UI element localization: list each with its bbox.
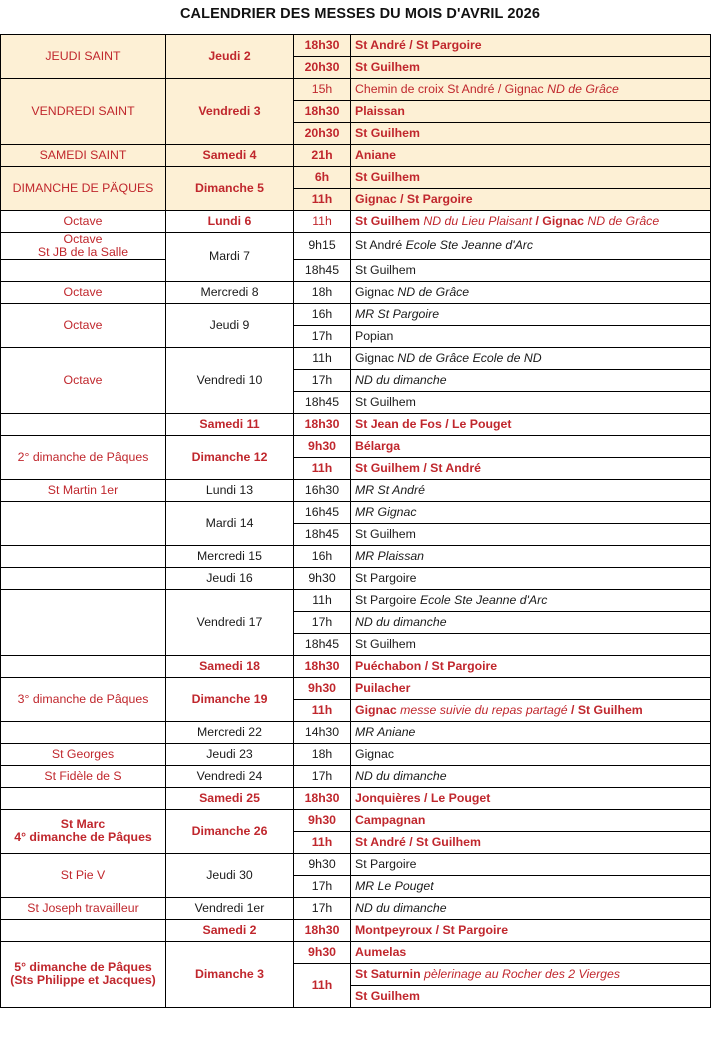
time-cell: 11h [294, 589, 351, 611]
place-note: ND de Grâce [397, 284, 470, 299]
season-label-spacer [1, 259, 166, 281]
place-note-2: ND de Grâce [587, 214, 660, 229]
day-cell: Dimanche 12 [166, 435, 294, 479]
time-cell: 15h [294, 79, 351, 101]
time-cell: 18h45 [294, 633, 351, 655]
place-text: Gignac [355, 350, 398, 365]
time-cell: 9h15 [294, 233, 351, 260]
day-cell: Jeudi 2 [166, 35, 294, 79]
day-cell: Jeudi 9 [166, 303, 294, 347]
time-cell: 6h [294, 167, 351, 189]
season-label-4e-dimanche [1, 809, 166, 853]
day-cell: Vendredi 17 [166, 589, 294, 655]
time-cell: 18h30 [294, 35, 351, 57]
table-row [1, 743, 711, 765]
season-label-samedi-saint: SAMEDI SAINT [1, 145, 166, 167]
place-cell [351, 589, 711, 611]
day-cell: Lundi 6 [166, 211, 294, 233]
place-note: ND du Lieu Plaisant [423, 214, 533, 229]
place-cell: St Jean de Fos / Le Pouget [351, 413, 711, 435]
time-cell: 11h [294, 831, 351, 853]
place-note: pèlerinage au Rocher des 2 Vierges [424, 966, 620, 981]
season-label-spacer [1, 721, 166, 743]
place-cell: Gignac [351, 743, 711, 765]
day-cell: Mercredi 22 [166, 721, 294, 743]
time-cell: 17h [294, 369, 351, 391]
time-cell: 18h45 [294, 391, 351, 413]
season-label-octave: Octave [1, 347, 166, 413]
place-cell [351, 281, 711, 303]
time-cell: 11h [294, 189, 351, 211]
time-cell: 14h30 [294, 721, 351, 743]
time-cell: 18h30 [294, 787, 351, 809]
table-row [1, 919, 711, 941]
place-cell: MR Gignac [351, 501, 711, 523]
time-cell: 16h [294, 303, 351, 325]
place-cell: St Guilhem [351, 523, 711, 545]
place-cell: Jonquières / Le Pouget [351, 787, 711, 809]
place-cell: Plaissan [351, 101, 711, 123]
time-cell: 9h30 [294, 809, 351, 831]
day-cell: Samedi 2 [166, 919, 294, 941]
place-note: Ecole Ste Jeanne d'Arc [405, 238, 534, 253]
day-cell: Jeudi 16 [166, 567, 294, 589]
place-cell: Aniane [351, 145, 711, 167]
season-line-2: (Sts Philippe et Jacques) [10, 973, 156, 988]
season-label-octave: Octave [1, 281, 166, 303]
day-cell: Mercredi 15 [166, 545, 294, 567]
place-note: Ecole Ste Jeanne d'Arc [419, 592, 548, 607]
season-label-st-georges: St Georges [1, 743, 166, 765]
season-label-st-joseph: St Joseph travailleur [1, 897, 166, 919]
place-cell [351, 963, 711, 985]
place-cell [351, 233, 711, 260]
season-label-st-martin: St Martin 1er [1, 479, 166, 501]
day-cell: Dimanche 3 [166, 941, 294, 1007]
season-label-spacer [1, 787, 166, 809]
table-row [1, 303, 711, 325]
table-row [1, 897, 711, 919]
time-cell: 17h [294, 765, 351, 787]
place-note: ND de Grâce [547, 82, 619, 97]
place-cell: St Guilhem [351, 123, 711, 145]
table-row [1, 145, 711, 167]
table-row [1, 589, 711, 611]
time-cell: 16h45 [294, 501, 351, 523]
place-note: messe suivie du repas partagé [400, 702, 568, 717]
place-cell: St Guilhem [351, 633, 711, 655]
table-row [1, 809, 711, 831]
season-line-1: St Marc [60, 817, 106, 832]
time-cell: 18h45 [294, 523, 351, 545]
place-cell: Bélarga [351, 435, 711, 457]
time-cell: 16h [294, 545, 351, 567]
place-cell: St Guilhem [351, 985, 711, 1007]
place-text: Gignac [355, 284, 398, 299]
season-label-2e-dimanche: 2° dimanche de Pâques [1, 435, 166, 479]
place-cell: St Guilhem / St André [351, 457, 711, 479]
place-cell: Puilacher [351, 677, 711, 699]
table-row [1, 501, 711, 523]
place-cell: St Pargoire [351, 567, 711, 589]
day-cell: Dimanche 19 [166, 677, 294, 721]
place-cell: MR St Pargoire [351, 303, 711, 325]
time-cell: 21h [294, 145, 351, 167]
table-row [1, 853, 711, 875]
place-cell: St Guilhem [351, 167, 711, 189]
place-cell: ND du dimanche [351, 611, 711, 633]
table-row [1, 347, 711, 369]
table-row [1, 567, 711, 589]
time-cell: 18h30 [294, 655, 351, 677]
place-cell: St Guilhem [351, 391, 711, 413]
place-cell: Puéchabon / St Pargoire [351, 655, 711, 677]
time-cell: 9h30 [294, 941, 351, 963]
time-cell: 9h30 [294, 435, 351, 457]
place-text: St André [355, 238, 406, 253]
day-cell: Samedi 25 [166, 787, 294, 809]
table-row [1, 677, 711, 699]
time-cell: 20h30 [294, 123, 351, 145]
season-label-spacer [1, 567, 166, 589]
table-row [1, 233, 711, 260]
place-cell: ND du dimanche [351, 897, 711, 919]
season-label-octave: Octave [1, 211, 166, 233]
season-label-st-pie: St Pie V [1, 853, 166, 897]
time-cell: 9h30 [294, 853, 351, 875]
season-line-2: St JB de la Salle [37, 244, 129, 259]
season-label-dimanche-paques: DIMANCHE DE PÄQUES [1, 167, 166, 211]
table-row [1, 281, 711, 303]
day-cell: Vendredi 10 [166, 347, 294, 413]
season-label-spacer [1, 655, 166, 677]
day-cell: Samedi 18 [166, 655, 294, 677]
place-text: St Guilhem [355, 214, 420, 229]
time-cell: 9h30 [294, 567, 351, 589]
time-cell: 18h30 [294, 919, 351, 941]
day-cell: Vendredi 24 [166, 765, 294, 787]
day-cell: Jeudi 23 [166, 743, 294, 765]
day-cell: Vendredi 3 [166, 79, 294, 145]
place-cell: Campagnan [351, 809, 711, 831]
table-row [1, 79, 711, 101]
season-label-jeudi-saint: JEUDI SAINT [1, 35, 166, 79]
season-label-3e-dimanche: 3° dimanche de Pâques [1, 677, 166, 721]
time-cell: 18h45 [294, 259, 351, 281]
page-title: CALENDRIER DES MESSES DU MOIS D'AVRIL 2026 [179, 6, 541, 22]
place-cell: St André / St Pargoire [351, 35, 711, 57]
day-cell: Mardi 14 [166, 501, 294, 545]
time-cell: 17h [294, 325, 351, 347]
season-label-spacer [1, 589, 166, 655]
time-cell: 17h [294, 897, 351, 919]
time-cell: 20h30 [294, 57, 351, 79]
time-cell: 17h [294, 875, 351, 897]
day-cell: Lundi 13 [166, 479, 294, 501]
season-label-spacer [1, 919, 166, 941]
place-text: Gignac [355, 702, 397, 717]
place-cell: Aumelas [351, 941, 711, 963]
season-label-spacer [1, 413, 166, 435]
place-cell: MR St André [351, 479, 711, 501]
season-line-1: 5° dimanche de Pâques [14, 960, 152, 975]
place-cell [351, 79, 711, 101]
place-cell: MR Le Pouget [351, 875, 711, 897]
time-cell: 18h [294, 743, 351, 765]
place-text: St Pargoire [355, 592, 420, 607]
mass-calendar-table [0, 34, 711, 1008]
table-row [1, 435, 711, 457]
table-row [1, 721, 711, 743]
place-text: St Saturnin [355, 966, 421, 981]
place-cell: St Guilhem [351, 259, 711, 281]
day-cell: Samedi 11 [166, 413, 294, 435]
season-label-spacer [1, 501, 166, 545]
season-label-octave: Octave [1, 303, 166, 347]
table-row [1, 545, 711, 567]
place-cell: St André / St Guilhem [351, 831, 711, 853]
day-cell: Mercredi 8 [166, 281, 294, 303]
place-cell: St Guilhem [351, 57, 711, 79]
place-cell: MR Aniane [351, 721, 711, 743]
table-row [1, 167, 711, 189]
day-cell: Vendredi 1er [166, 897, 294, 919]
place-cell: ND du dimanche [351, 369, 711, 391]
time-cell: 9h30 [294, 677, 351, 699]
table-row [1, 787, 711, 809]
time-cell: 11h [294, 457, 351, 479]
day-cell: Dimanche 26 [166, 809, 294, 853]
place-cell [351, 211, 711, 233]
table-row [1, 211, 711, 233]
season-label-spacer [1, 545, 166, 567]
season-label-st-fidele: St Fidèle de S [1, 765, 166, 787]
place-cell [351, 347, 711, 369]
table-row [1, 765, 711, 787]
place-cell: Popian [351, 325, 711, 347]
season-label-octave [1, 233, 166, 260]
time-cell: 11h [294, 211, 351, 233]
table-row [1, 35, 711, 57]
time-cell: 11h [294, 347, 351, 369]
place-cell [351, 699, 711, 721]
place-text-2: / St Guilhem [571, 702, 643, 717]
time-cell: 18h [294, 281, 351, 303]
season-line-1: Octave [63, 232, 103, 246]
place-text: Chemin de croix St André / Gignac [355, 82, 548, 97]
time-cell: 11h [294, 963, 351, 1007]
table-row [1, 413, 711, 435]
place-cell: Montpeyroux / St Pargoire [351, 919, 711, 941]
place-cell: Gignac / St Pargoire [351, 189, 711, 211]
time-cell: 17h [294, 611, 351, 633]
place-cell: St Pargoire [351, 853, 711, 875]
table-row [1, 655, 711, 677]
place-cell: ND du dimanche [351, 765, 711, 787]
table-row [1, 479, 711, 501]
season-label-vendredi-saint: VENDREDI SAINT [1, 79, 166, 145]
table-row [1, 941, 711, 963]
day-cell: Mardi 7 [166, 233, 294, 282]
table-row [1, 259, 711, 281]
season-label-5e-dimanche [1, 941, 166, 1007]
place-note: ND de Grâce Ecole de ND [397, 350, 542, 365]
time-cell: 16h30 [294, 479, 351, 501]
place-separator: / [535, 214, 539, 229]
time-cell: 18h30 [294, 101, 351, 123]
day-cell: Samedi 4 [166, 145, 294, 167]
day-cell: Jeudi 30 [166, 853, 294, 897]
time-cell: 11h [294, 699, 351, 721]
place-cell: MR Plaissan [351, 545, 711, 567]
day-cell: Dimanche 5 [166, 167, 294, 211]
time-cell: 18h30 [294, 413, 351, 435]
place-text-2: Gignac [542, 214, 584, 229]
season-line-2: 4° dimanche de Pâques [14, 830, 152, 845]
